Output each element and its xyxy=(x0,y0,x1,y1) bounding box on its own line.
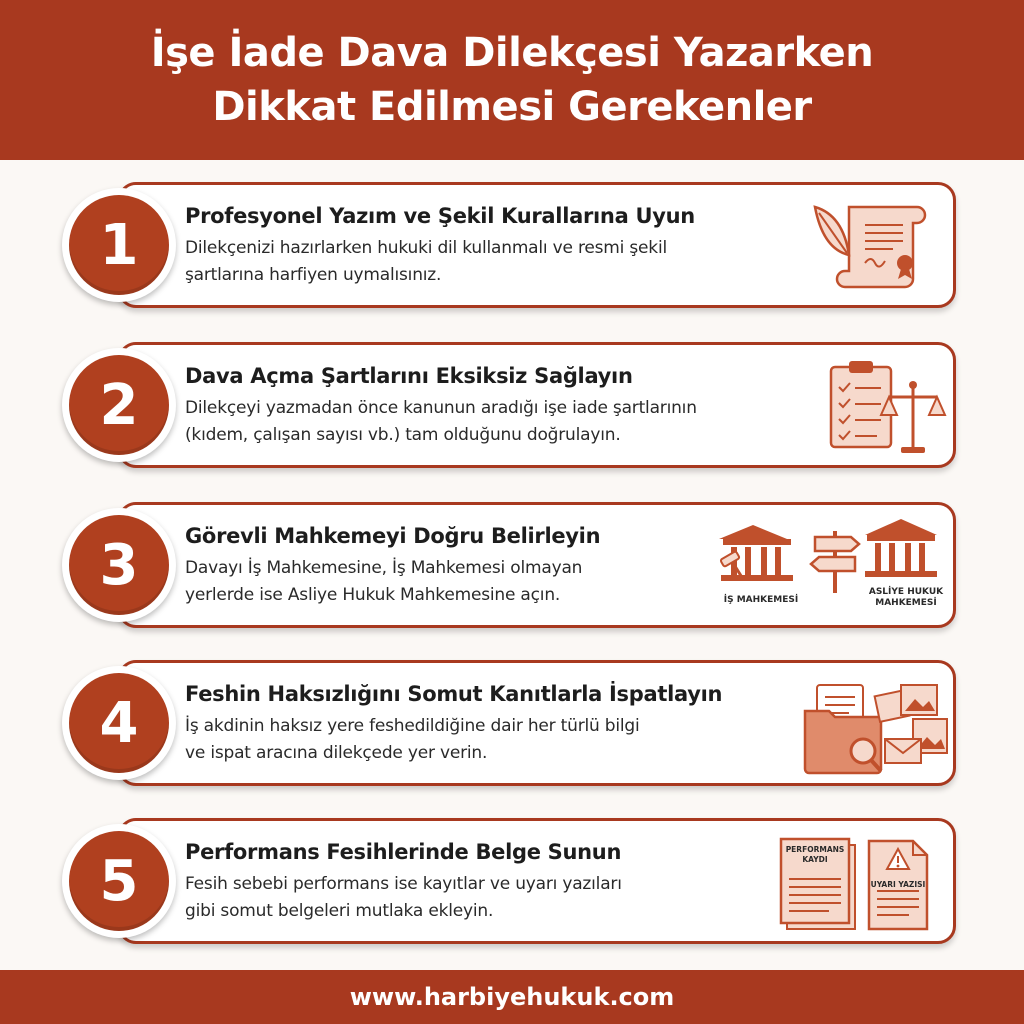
website-url[interactable]: www.harbiyehukuk.com xyxy=(349,983,675,1011)
item-card-1 xyxy=(118,182,956,308)
number-badge-2 xyxy=(62,348,176,462)
item-card-3 xyxy=(118,502,956,628)
item-desc-2-line-2: (kıdem, çalışan sayısı vb.) tam olduğunu doğrulayın. xyxy=(185,425,621,445)
item-desc-3-line-2: yerlerde ise Asliye Hukuk Mahkemesine açın. xyxy=(185,585,561,605)
performans-label-line-1: PERFORMANS xyxy=(785,845,845,854)
item-card-5 xyxy=(118,818,956,944)
footer-banner xyxy=(0,970,1024,1024)
item-text-2 xyxy=(185,361,785,449)
item-desc-5 xyxy=(185,871,785,925)
number-badge-5 xyxy=(62,824,176,938)
courthouses-signpost-icon xyxy=(719,517,951,593)
asliye-label-line-2: MAHKEMESİ xyxy=(875,598,937,608)
number-3: 3 xyxy=(69,515,169,615)
item-desc-1-line-2: şartlarına harfiyen uymalısınız. xyxy=(185,265,442,285)
quill-and-document-icon xyxy=(809,199,939,295)
performans-kaydi-label xyxy=(781,845,849,865)
evidence-folder-icon xyxy=(801,681,951,781)
title-line-2: Dikkat Edilmesi Gerekenler xyxy=(212,84,812,130)
item-title-3: Görevli Mahkemeyi Doğru Belirleyin xyxy=(185,524,601,548)
header-banner xyxy=(0,0,1024,160)
item-card-2 xyxy=(118,342,956,468)
item-desc-5-line-1: Fesih sebebi performans ise kayıtlar ve uyarı yazıları xyxy=(185,874,622,894)
item-title-5: Performans Fesihlerinde Belge Sunun xyxy=(185,840,622,864)
performans-label-line-2: KAYDI xyxy=(802,855,828,864)
item-card-4 xyxy=(118,660,956,786)
item-desc-1-line-1: Dilekçenizi hazırlarken hukuki dil kullanmalı ve resmi şekil xyxy=(185,238,667,258)
item-text-4 xyxy=(185,679,785,767)
number-2: 2 xyxy=(69,355,169,455)
is-mahkemesi-label: İŞ MAHKEMESİ xyxy=(723,595,799,605)
item-title-2: Dava Açma Şartlarını Eksiksiz Sağlayın xyxy=(185,364,633,388)
title-line-1: İşe İade Dava Dilekçesi Yazarken xyxy=(150,30,874,76)
item-desc-4-line-1: İş akdinin haksız yere feshedildiğine dair her türlü bilgi xyxy=(185,716,640,736)
number-badge-4 xyxy=(62,666,176,780)
item-desc-4 xyxy=(185,713,785,767)
uyari-yazisi-label: UYARI YAZISI xyxy=(870,880,926,889)
number-badge-3 xyxy=(62,508,176,622)
item-text-5 xyxy=(185,837,785,925)
item-desc-5-line-2: gibi somut belgeleri mutlaka ekleyin. xyxy=(185,901,494,921)
item-desc-4-line-2: ve ispat aracına dilekçede yer verin. xyxy=(185,743,488,763)
number-badge-1 xyxy=(62,188,176,302)
item-desc-1 xyxy=(185,235,785,289)
item-title-4: Feshin Haksızlığını Somut Kanıtlarla İspatlayın xyxy=(185,682,723,706)
item-desc-3 xyxy=(185,555,785,609)
number-1: 1 xyxy=(69,195,169,295)
asliye-hukuk-mahkemesi-label xyxy=(863,587,949,609)
item-text-1 xyxy=(185,201,785,289)
page-title xyxy=(151,26,874,134)
item-text-3 xyxy=(185,521,785,609)
item-desc-2-line-1: Dilekçeyi yazmadan önce kanunun aradığı işe iade şartlarının xyxy=(185,398,697,418)
item-desc-2 xyxy=(185,395,785,449)
asliye-label-line-1: ASLİYE HUKUK xyxy=(868,587,944,597)
checklist-and-scales-icon xyxy=(827,357,947,457)
number-4: 4 xyxy=(69,673,169,773)
number-5: 5 xyxy=(69,831,169,931)
item-title-1: Profesyonel Yazım ve Şekil Kurallarına Uyun xyxy=(185,204,695,228)
item-desc-3-line-1: Davayı İş Mahkemesine, İş Mahkemesi olmayan xyxy=(185,558,583,578)
